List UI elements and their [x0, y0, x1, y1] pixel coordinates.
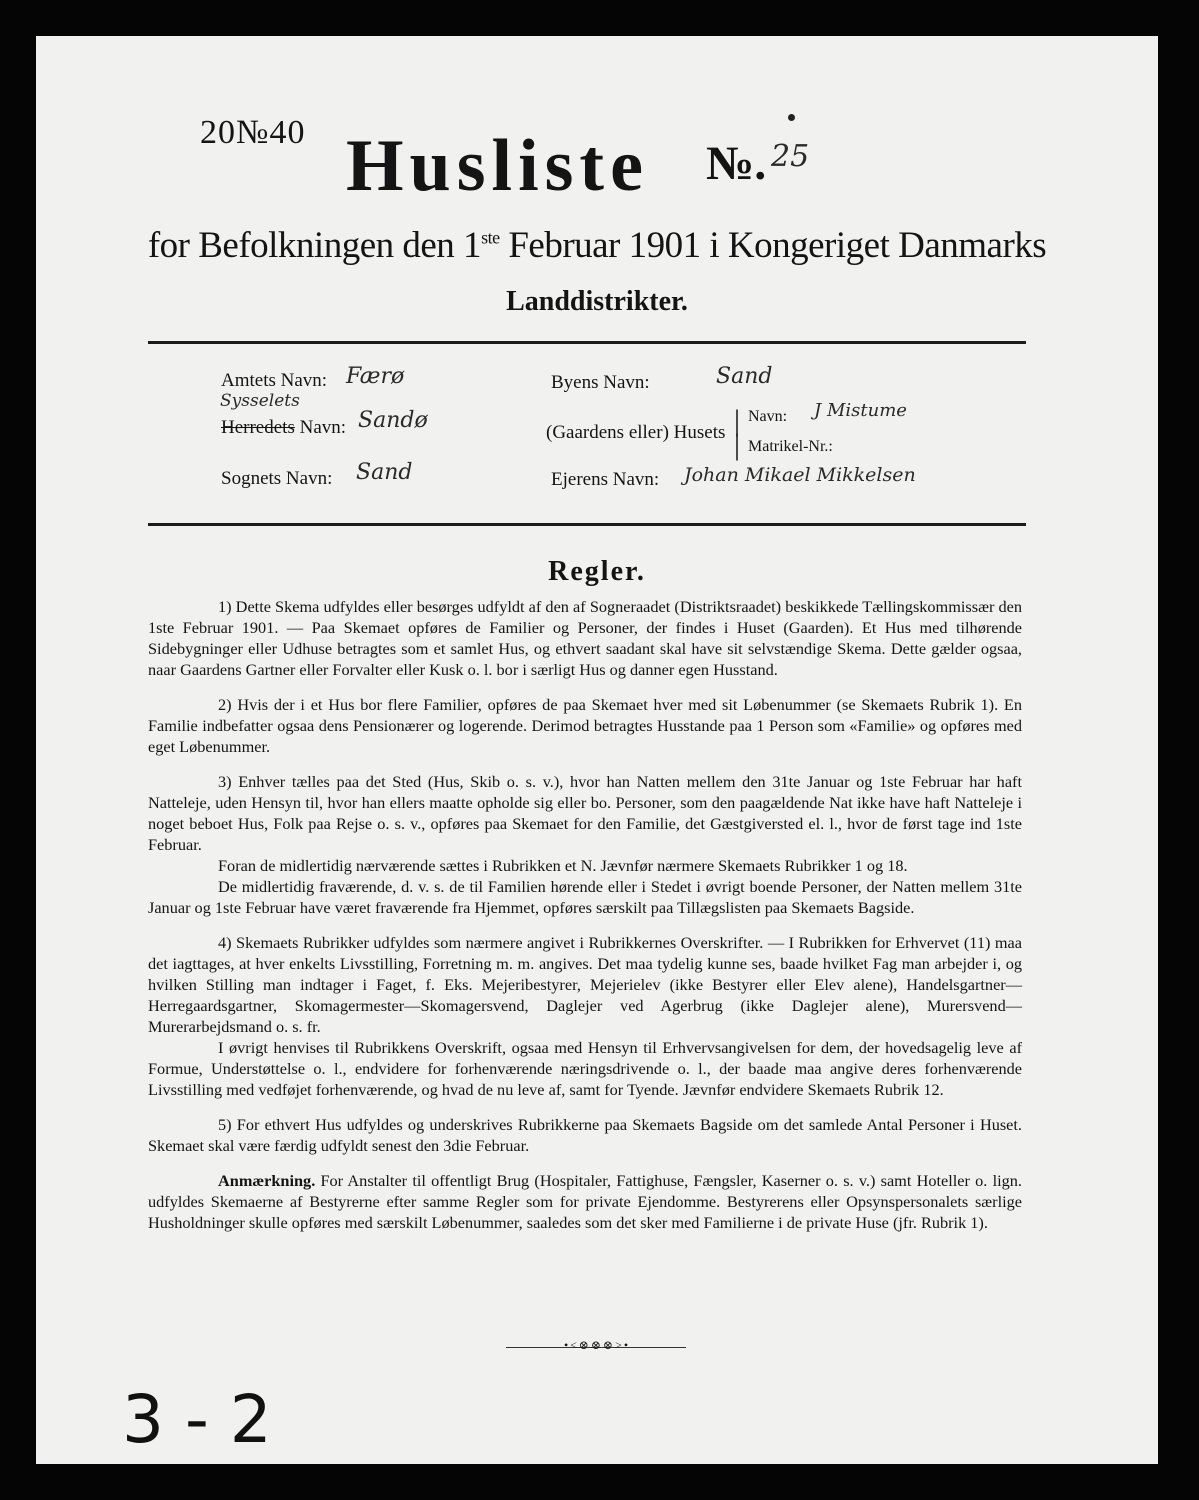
navn-value: J Mistume	[814, 400, 907, 421]
sogn-value: Sand	[356, 460, 413, 485]
corner-handwritten-mark: 3 - 2	[122, 1381, 272, 1458]
form-title: Husliste	[346, 125, 649, 207]
rule-5: 5) For ethvert Hus udfyldes og underskrives Rubrikkerne paa Skemaets Bagside om det samlede Antal Personer i Huset. Skemaet skal være færdig udfyldt senest den 3die Februar.	[148, 1115, 1022, 1155]
form-serial: 20№40	[200, 114, 306, 151]
brace-top: |	[734, 404, 741, 437]
middle-divider	[148, 523, 1026, 526]
sogn-label: Sognets Navn:	[221, 468, 333, 489]
rule-3a: 3) Enhver tælles paa det Sted (Hus, Skib o. s. v.), hvor han Natten mellem den 31te Januar og 1ste Februar har haft Natteleje, uden Hensyn til, hvor han ellers maatte opholde sig eller bo. Personer, som den paagældende Nat ikke have haft Natteleje i noget beboet Hus, Folk paa Rejse o. s. v., opføres paa Skemaet for den Familie, det Gæstgiversted el. l., hvor de først tage ind 1ste Februar.	[148, 772, 1022, 854]
ejer-label: Ejerens Navn:	[551, 469, 660, 490]
herred-struck-word: Herredets	[221, 417, 295, 438]
rule-2: 2) Hvis der i et Hus bor flere Familier, opføres de paa Skemaet hver med sit Løbenummer (se Skemaets Rubrik 1). En Familie indbefatter ogsaa dens Pensionærer og logerende. Derimod betragtes Husstande paa 1 Person som «Familie» og opføres med eget Løbenummer.	[148, 695, 1022, 756]
rule-3c: De midlertidig fraværende, d. v. s. de til Familien hørende eller i Stedet i øvrigt boende Personer, der Natten mellem 31te Januar og 1ste Februar have været fraværende fra Hjemmet, opføres særskilt paa Tillægslisten paa Skemaets Bagside.	[148, 877, 1022, 917]
brace-bottom: |	[734, 428, 741, 461]
ornament: •<⊗⊗⊗>•	[563, 1338, 631, 1352]
subtitle-post: Februar 1901 i Kongeriget Danmarks	[499, 225, 1047, 266]
sysselets-handwritten: Sysselets	[220, 391, 300, 411]
byen-label: Byens Navn:	[551, 372, 650, 393]
matrikel-label: Matrikel-Nr.:	[748, 438, 833, 455]
rule-1: 1) Dette Skema udfyldes eller besørges udfyldt af den af Sogneraadet (Distriktsraadet) beskikkede Tællingskommissær den 1ste Februar 1901. — Paa Skemaet opføres de Familier og Personer, der findes i Huset (Gaarden). Et Hus med tilhørende Sidebygninger eller Udhuse betragtes som et samlet Hus, og ethvert saadant skal have sit selvstændige Skema. Dette gælder ogsaa, naar Gaardens Gartner eller Forvalter eller Kusk o. l. bor i særligt Hus og danner egen Husstand.	[148, 597, 1022, 679]
rules-title: Regler.	[548, 556, 646, 587]
form-subtitle	[36, 224, 1158, 267]
navn-label: Navn:	[748, 408, 788, 425]
top-divider	[148, 341, 1026, 344]
ejer-value: Johan Mikael Mikkelsen	[684, 464, 916, 486]
number-value: 25	[771, 139, 810, 174]
number-label: №.	[706, 137, 767, 190]
subtitle-sup: ste	[481, 227, 500, 248]
rule-3b: Foran de midlertidig nærværende sættes i Rubrikken et N. Jævnfør nærmere Skemaets Rubrikker 1 og 18.	[218, 856, 908, 875]
amt-label: Amtets Navn:	[221, 370, 328, 391]
herred-navn-label: Navn:	[299, 417, 347, 438]
subtitle-pre: for Befolkningen den 1	[147, 225, 482, 266]
gaard-label: (Gaardens eller) Husets	[546, 422, 726, 443]
rule-4a: 4) Skemaets Rubrikker udfyldes som nærmere angivet i Rubrikkernes Overskrifter. — I Rubrikken for Erhvervet (11) maa det iagttages, at hver enkelts Livsstilling, Forretning m. m. angives. Det maa tydelig kunne ses, baade hvilket Fag man arbejder i, og hvilken Stilling man indtager i Faget, f. Eks. Mejeribestyrer, Mejerielev (ikke Bestyrer eller Elev alene), Handelsgartner—Herregaardsgartner, Skomagermester—Skomagersvend, Daglejer ved Agerbrug (ikke Daglejer alene), Murersvend—Murerarbejdsmand o. s. fr.	[148, 933, 1022, 1036]
note-text: For Anstalter til offentligt Brug (Hospitaler, Fattighuse, Fængsler, Kaserner o. s. v.) samt Hoteller o. lign. udfyldes Skemaerne af Bestyrerne efter samme Regler som for private Ejendomme. Bestyrerens eller Opsynspersonalets særlige Husholdninger skulle opføres med særskilt Løbenummer, saaledes som det sker med Familierne i de private Huse (jfr. Rubrik 1).	[148, 1171, 1022, 1232]
rule-4b: I øvrigt henvises til Rubrikkens Overskrift, ogsaa med Hensyn til Erhvervsangivelsen for dem, der hovedsagelig leve af Formue, Understøttelse o. l., endvidere for forhenværende næringsdrivende o. l., der baade maa angive deres forhenværende Livsstilling med vedføjet forhenværende, og hvad de nu leve af, samt for Tyende. Jævnfør endvidere Skemaets Rubrik 12.	[148, 1038, 1022, 1099]
byen-value: Sand	[716, 364, 773, 389]
amt-value: Færø	[346, 364, 405, 389]
note-label: Anmærkning.	[218, 1171, 316, 1190]
ink-dot	[788, 114, 795, 121]
rules-body	[148, 596, 1022, 1247]
census-form-sheet	[36, 36, 1158, 1464]
note	[148, 1170, 1022, 1233]
herred-value: Sandø	[358, 408, 428, 433]
district-heading: Landdistrikter.	[506, 286, 688, 317]
herred-label	[221, 417, 346, 439]
